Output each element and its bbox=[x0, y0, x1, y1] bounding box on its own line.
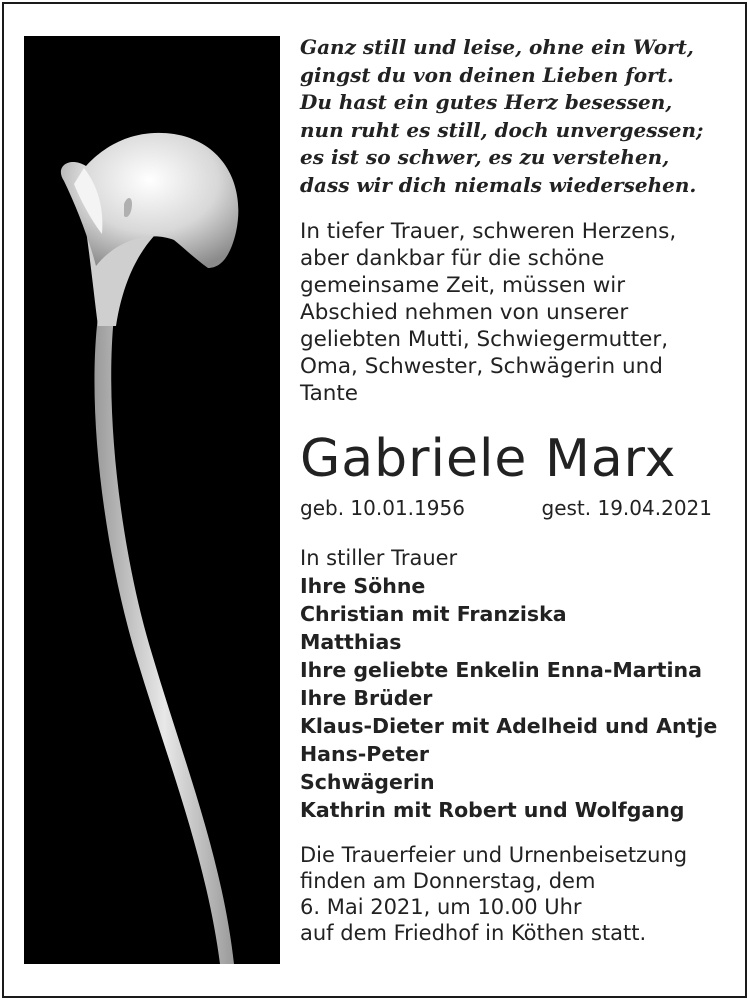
mourner-line: Christian mit Franziska bbox=[300, 602, 567, 626]
mourner-line: Ihre geliebte Enkelin Enna-Martina bbox=[300, 658, 702, 682]
poem bbox=[300, 34, 730, 199]
mourners-list bbox=[300, 544, 730, 824]
life-dates bbox=[300, 495, 712, 521]
mourner-line: Ihre Brüder bbox=[300, 686, 433, 710]
birth-date: geb. 10.01.1956 bbox=[300, 496, 465, 520]
intro-line: In tiefer Trauer, schweren Herzens, bbox=[300, 219, 677, 244]
poem-line: es ist so schwer, es zu verstehen, bbox=[300, 145, 670, 169]
mourner-line: Kathrin mit Robert und Wolfgang bbox=[300, 798, 685, 822]
deceased-name: Gabriele Marx bbox=[300, 429, 677, 489]
poem-line: dass wir dich niemals wiedersehen. bbox=[300, 172, 697, 197]
mourners-heading: In stiller Trauer bbox=[300, 546, 458, 570]
intro-line: Abschied nehmen von unserer bbox=[300, 300, 629, 325]
poem-line: gingst du von deinen Lieben fort. bbox=[300, 62, 674, 87]
funeral-info bbox=[300, 842, 730, 946]
intro-line: Tante bbox=[300, 381, 359, 406]
funeral-line: auf dem Friedhof in Köthen statt. bbox=[300, 921, 647, 945]
calla-lily-photo bbox=[24, 36, 280, 964]
poem-line: nun ruht es still, doch unvergessen; bbox=[300, 117, 704, 142]
mourner-line: Ihre Söhne bbox=[300, 574, 426, 598]
intro-text bbox=[300, 218, 730, 407]
intro-line: aber dankbar für die schöne bbox=[300, 246, 605, 271]
obituary-text bbox=[300, 34, 730, 946]
mourner-line: Matthias bbox=[300, 630, 402, 654]
funeral-line: finden am Donnerstag, dem bbox=[300, 869, 596, 893]
intro-line: geliebten Mutti, Schwiegermutter, bbox=[300, 327, 669, 352]
funeral-line: 6. Mai 2021, um 10.00 Uhr bbox=[300, 895, 582, 919]
mourner-line: Schwägerin bbox=[300, 770, 435, 794]
intro-line: Oma, Schwester, Schwägerin und bbox=[300, 354, 663, 379]
poem-line: Ganz still und leise, ohne ein Wort, bbox=[300, 35, 694, 59]
funeral-line: Die Trauerfeier und Urnenbeisetzung bbox=[300, 843, 688, 867]
death-date: gest. 19.04.2021 bbox=[541, 496, 712, 520]
calla-lily-icon bbox=[24, 36, 280, 964]
mourner-line: Hans-Peter bbox=[300, 742, 430, 766]
intro-line: gemeinsame Zeit, müssen wir bbox=[300, 273, 626, 298]
mourner-line: Klaus-Dieter mit Adelheid und Antje bbox=[300, 714, 718, 738]
poem-line: Du hast ein gutes Herz besessen, bbox=[300, 90, 673, 114]
